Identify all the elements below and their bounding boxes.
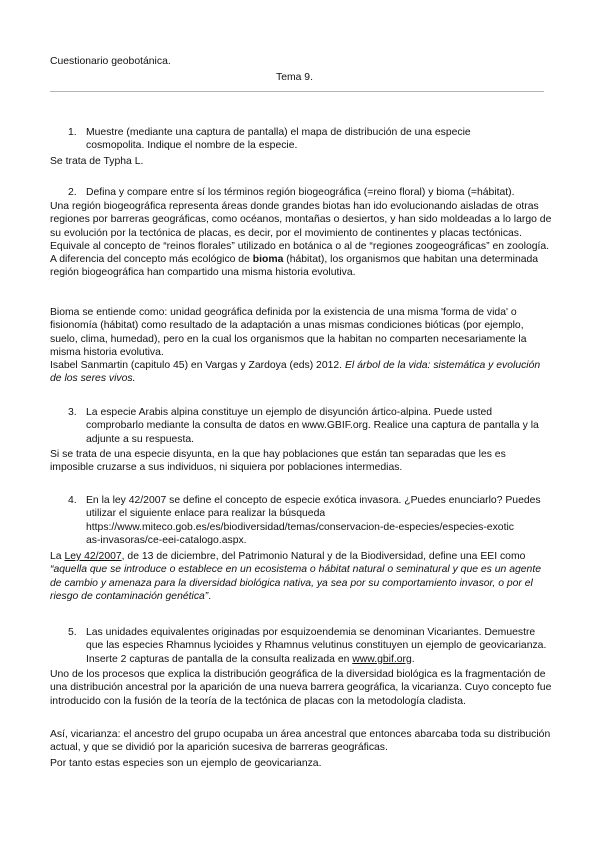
topic-subtitle: Tema 9. <box>276 72 313 83</box>
question-text: Defina y compare entre sí los términos región biogeográfica (=reino floral) y bioma (=hábitat). <box>86 187 515 198</box>
question-number: 5. <box>68 627 77 638</box>
answer-5-conclusion: Por tanto estas especies son un ejemplo de geovicarianza. <box>50 758 322 769</box>
citation-book-title: El árbol de la vida: sistemática y evolución de los seres vivos. <box>50 360 541 385</box>
question-text <box>68 494 550 547</box>
question-text: Las unidades equivalentes originadas por esquizoendemia se denominan Vicariantes. Demuestre que las especies Rhamnus lycioides y Rhamnus velutinus constituyen un ejemplo de geovicarianza. Inserte 2 capturas de pantalla de la consulta realizada en <box>86 627 547 665</box>
question-text: . <box>411 653 415 665</box>
bold-term: bioma <box>252 254 284 266</box>
question-1 <box>68 126 550 153</box>
question-text: En la ley 42/2007 se define el concepto de especie exótica invasora. ¿Puedes enunciarlo? Puedes utilizar el siguiente enlace para realizar la búsqueda <box>86 495 541 520</box>
document-title: Cuestionario geobotánica. <box>50 56 171 67</box>
answer-text: , de 13 de diciembre, del Patrimonio Natural y de la Biodiversidad, define una EEI como <box>121 551 526 562</box>
answer-text: La <box>50 551 65 562</box>
gbif-link[interactable]: www.gbif.org <box>352 653 412 665</box>
header-divider <box>50 91 544 92</box>
catalog-url[interactable]: as-invasoras/ce-eei-catalogo.aspx. <box>86 534 247 546</box>
answer-text: (hábitat), los organismos que habitan una determinada región biogeográfica han compartido una misma historia evolutiva. <box>50 254 539 279</box>
answer-text: Una región biogeográfica representa áreas donde grandes biotas han ido evolucionando aisladas de otras regiones por barreras geográficas, como océanos, montañas o desiertos, y han sido moldeadas a lo largo de su evolución por la tectónica de placas, es decir, por el movimiento de continentes y placas tectónicas. Equivale al concepto de “reinos florales” utilizado en botánica o al de “regiones zoogeográficas” en zoología. A diferencia del concepto más ecológico de <box>50 201 552 266</box>
question-2 <box>68 186 550 199</box>
citation-authors: Isabel Sanmartin (capitulo 45) en Vargas y Zardoya (eds) 2012. <box>50 360 345 371</box>
question-number: 4. <box>68 495 77 506</box>
question-5 <box>68 626 550 666</box>
question-text <box>68 626 550 666</box>
question-text: Muestre (mediante una captura de pantalla) el mapa de distribución de una especie cosmopolita. Indique el nombre de la especie. <box>86 127 471 152</box>
answer-2-biogeographic-region <box>50 200 552 280</box>
catalog-url[interactable]: https://www.miteco.gob.es/es/biodiversidad/temas/conservacion-de-especies/especies-exotic <box>86 521 514 533</box>
question-3 <box>68 406 550 446</box>
answer-text: . <box>208 590 212 602</box>
answer-5-definition: Así, vicarianza: el ancestro del grupo ocupaba un área ancestral que entonces abarcaba toda su distribución actual, y que se dividió por la aparición sucesiva de barreras geográficas. <box>50 729 551 754</box>
answer-5-vicariance: Uno de los procesos que explica la distribución geográfica de la diversidad biológica es la fragmentación de una distribución ancestral por la aparición de una nueva barrera geográfica, la vicarianza. Cuyo concepto fue introducido con la fusión de la teoría de la tectónica de placas con la metodología cladista. <box>50 669 552 707</box>
question-text: La especie Arabis alpina constituye un ejemplo de disyunción ártico-alpina. Puede usted comprobarlo mediante la consulta de datos en www.GBIF.org. Realice una captura de pantalla y la adjunte a su respuesta. <box>86 407 539 445</box>
question-number: 2. <box>68 187 77 198</box>
question-number: 1. <box>68 127 77 138</box>
answer-4 <box>50 550 552 603</box>
answer-3: Si se trata de una especie disyunta, en la que hay poblaciones que están tan separadas que les es imposible cruzarse a sus individuos, ni siquiera por poblaciones intermedias. <box>50 449 506 474</box>
law-link[interactable]: Ley 42/2007 <box>64 551 122 562</box>
question-number: 3. <box>68 407 77 418</box>
answer-2-biome: Bioma se entiende como: unidad geográfica definida por la existencia de una misma 'forma de vida' o fisionomía (hábitat) como resultado de la adaptación a unas mismas condiciones bióticas (por ejemplo, suelo, clima, humedad), pero en la cual los organismos que la habitan no comparten necesariamente la misma historia evolutiva. <box>50 307 527 358</box>
answer-1: Se trata de Typha L. <box>50 156 144 167</box>
eei-definition-quote: “aquella que se introduce o establece en un ecosistema o hábitat natural o seminatural y que es un agente de cambio y amenaza para la diversidad biológica nativa, ya sea por su comportamiento invasor, o por el riesgo de contaminación genética” <box>50 564 541 602</box>
answer-2-citation <box>50 359 552 386</box>
question-4 <box>68 494 550 547</box>
